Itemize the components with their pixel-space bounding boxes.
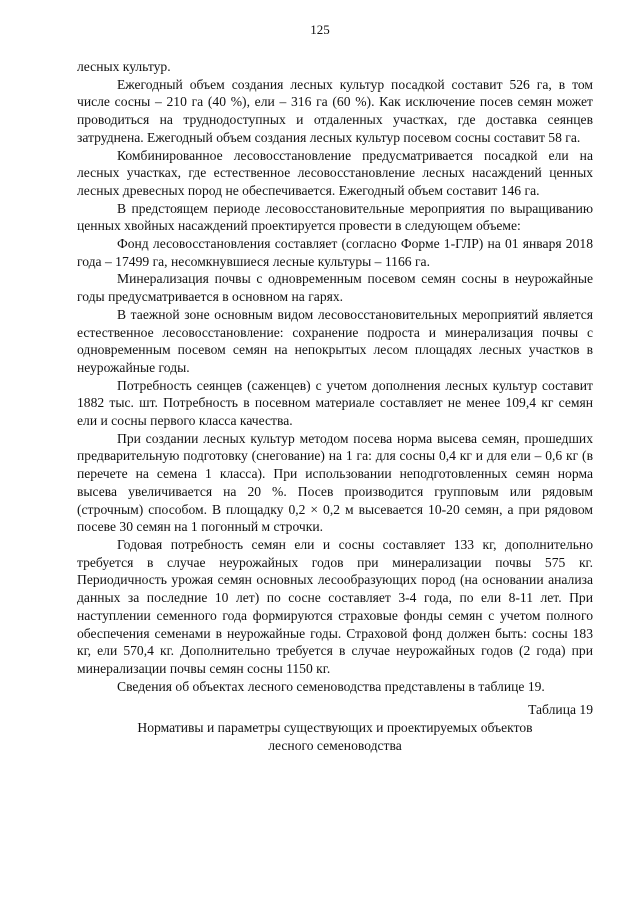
paragraph: В предстоящем периоде лесовосстановительные мероприятия по выращиванию ценных хвойных насаждений проектируется провести в следующем объеме:	[77, 200, 593, 234]
paragraph: При создании лесных культур методом посева норма высева семян, прошедших предварительную подготовку (снегование) на 1 га: для сосны 0,4 кг и для ели – 0,6 кг (в перечете на семена 1 класса). При использовании неподготовленных семян норма высева увеличивается на 20 %. Посев производится групповым или рядовым (строчным) способом. В площадку 0,2 × 0,2 м высевается 10-20 семян, а при рядовом посеве 30 семян на 1 погонный м строчки.	[77, 430, 593, 535]
paragraph: Годовая потребность семян ели и сосны составляет 133 кг, дополнительно требуется в случае неурожайных годов при минерализации почвы 575 кг. Периодичность урожая семян основных лесообразующих пород (на основании анализа данных за последние 10 лет) по сосне составляет 3-4 года, по ели 8-11 лет. При наступлении семенного года формируются страховые фонды семян с учетом полного обеспечения семенами в неурожайные годы. Страховой фонд должен быть: сосны 183 кг, ели 570,4 кг. Дополнительно требуется в случае неурожайных годов (2 года) при минерализации почвы семян сосны 1150 кг.	[77, 536, 593, 676]
paragraph: Минерализация почвы с одновременным посевом семян сосны в неурожайные годы предусматривается в основном на гарях.	[77, 271, 593, 305]
table-title-line-1: Нормативы и параметры существующих и проектируемых объектов	[137, 720, 533, 736]
table-title-line-2: лесного семеноводства	[268, 737, 402, 753]
paragraph: Комбинированное лесовосстановление предусматривается посадкой ели на лесных участках, где естественное лесовосстановление лесных насаждений ценных лесных древесных пород не обеспечивается. Ежегодный объем составит 146 га.	[77, 147, 593, 198]
page-number: 125	[310, 22, 330, 37]
table-caption: Таблица 19	[528, 702, 593, 718]
paragraph: Ежегодный объем создания лесных культур посадкой составит 526 га, в том числе сосны – 210 га (40 %), ели – 316 га (60 %). Как исключение посев семян может проводиться на труднодоступных и отдаленных участках, где доставка сеянцев затруднена. Ежегодный объем создания лесных культур посевом сосны составит 58 га.	[77, 76, 593, 145]
paragraph: Фонд лесовосстановления составляет (согласно Форме 1-ГЛР) на 01 января 2018 года – 17499 га, несомкнувшиеся лесные культуры – 1166 га.	[77, 236, 593, 269]
paragraph: В таежной зоне основным видом лесовосстановительных мероприятий является естественное лесовосстановление: сохранение подроста и минерализация почвы с одновременным посевом семян на непокрытых лесом площадях лесных участков в неурожайные годы.	[77, 306, 593, 375]
paragraph: лесных культур.	[77, 59, 171, 74]
document-body	[77, 58, 593, 754]
paragraph: Потребность сеянцев (саженцев) с учетом дополнения лесных культур составит 1882 тыс. шт. Потребность в посевном материале составляет не менее 109,4 кг семян ели и сосны первого класса качества.	[77, 377, 593, 429]
paragraph: Сведения об объектах лесного семеноводства представлены в таблице 19.	[117, 678, 545, 694]
